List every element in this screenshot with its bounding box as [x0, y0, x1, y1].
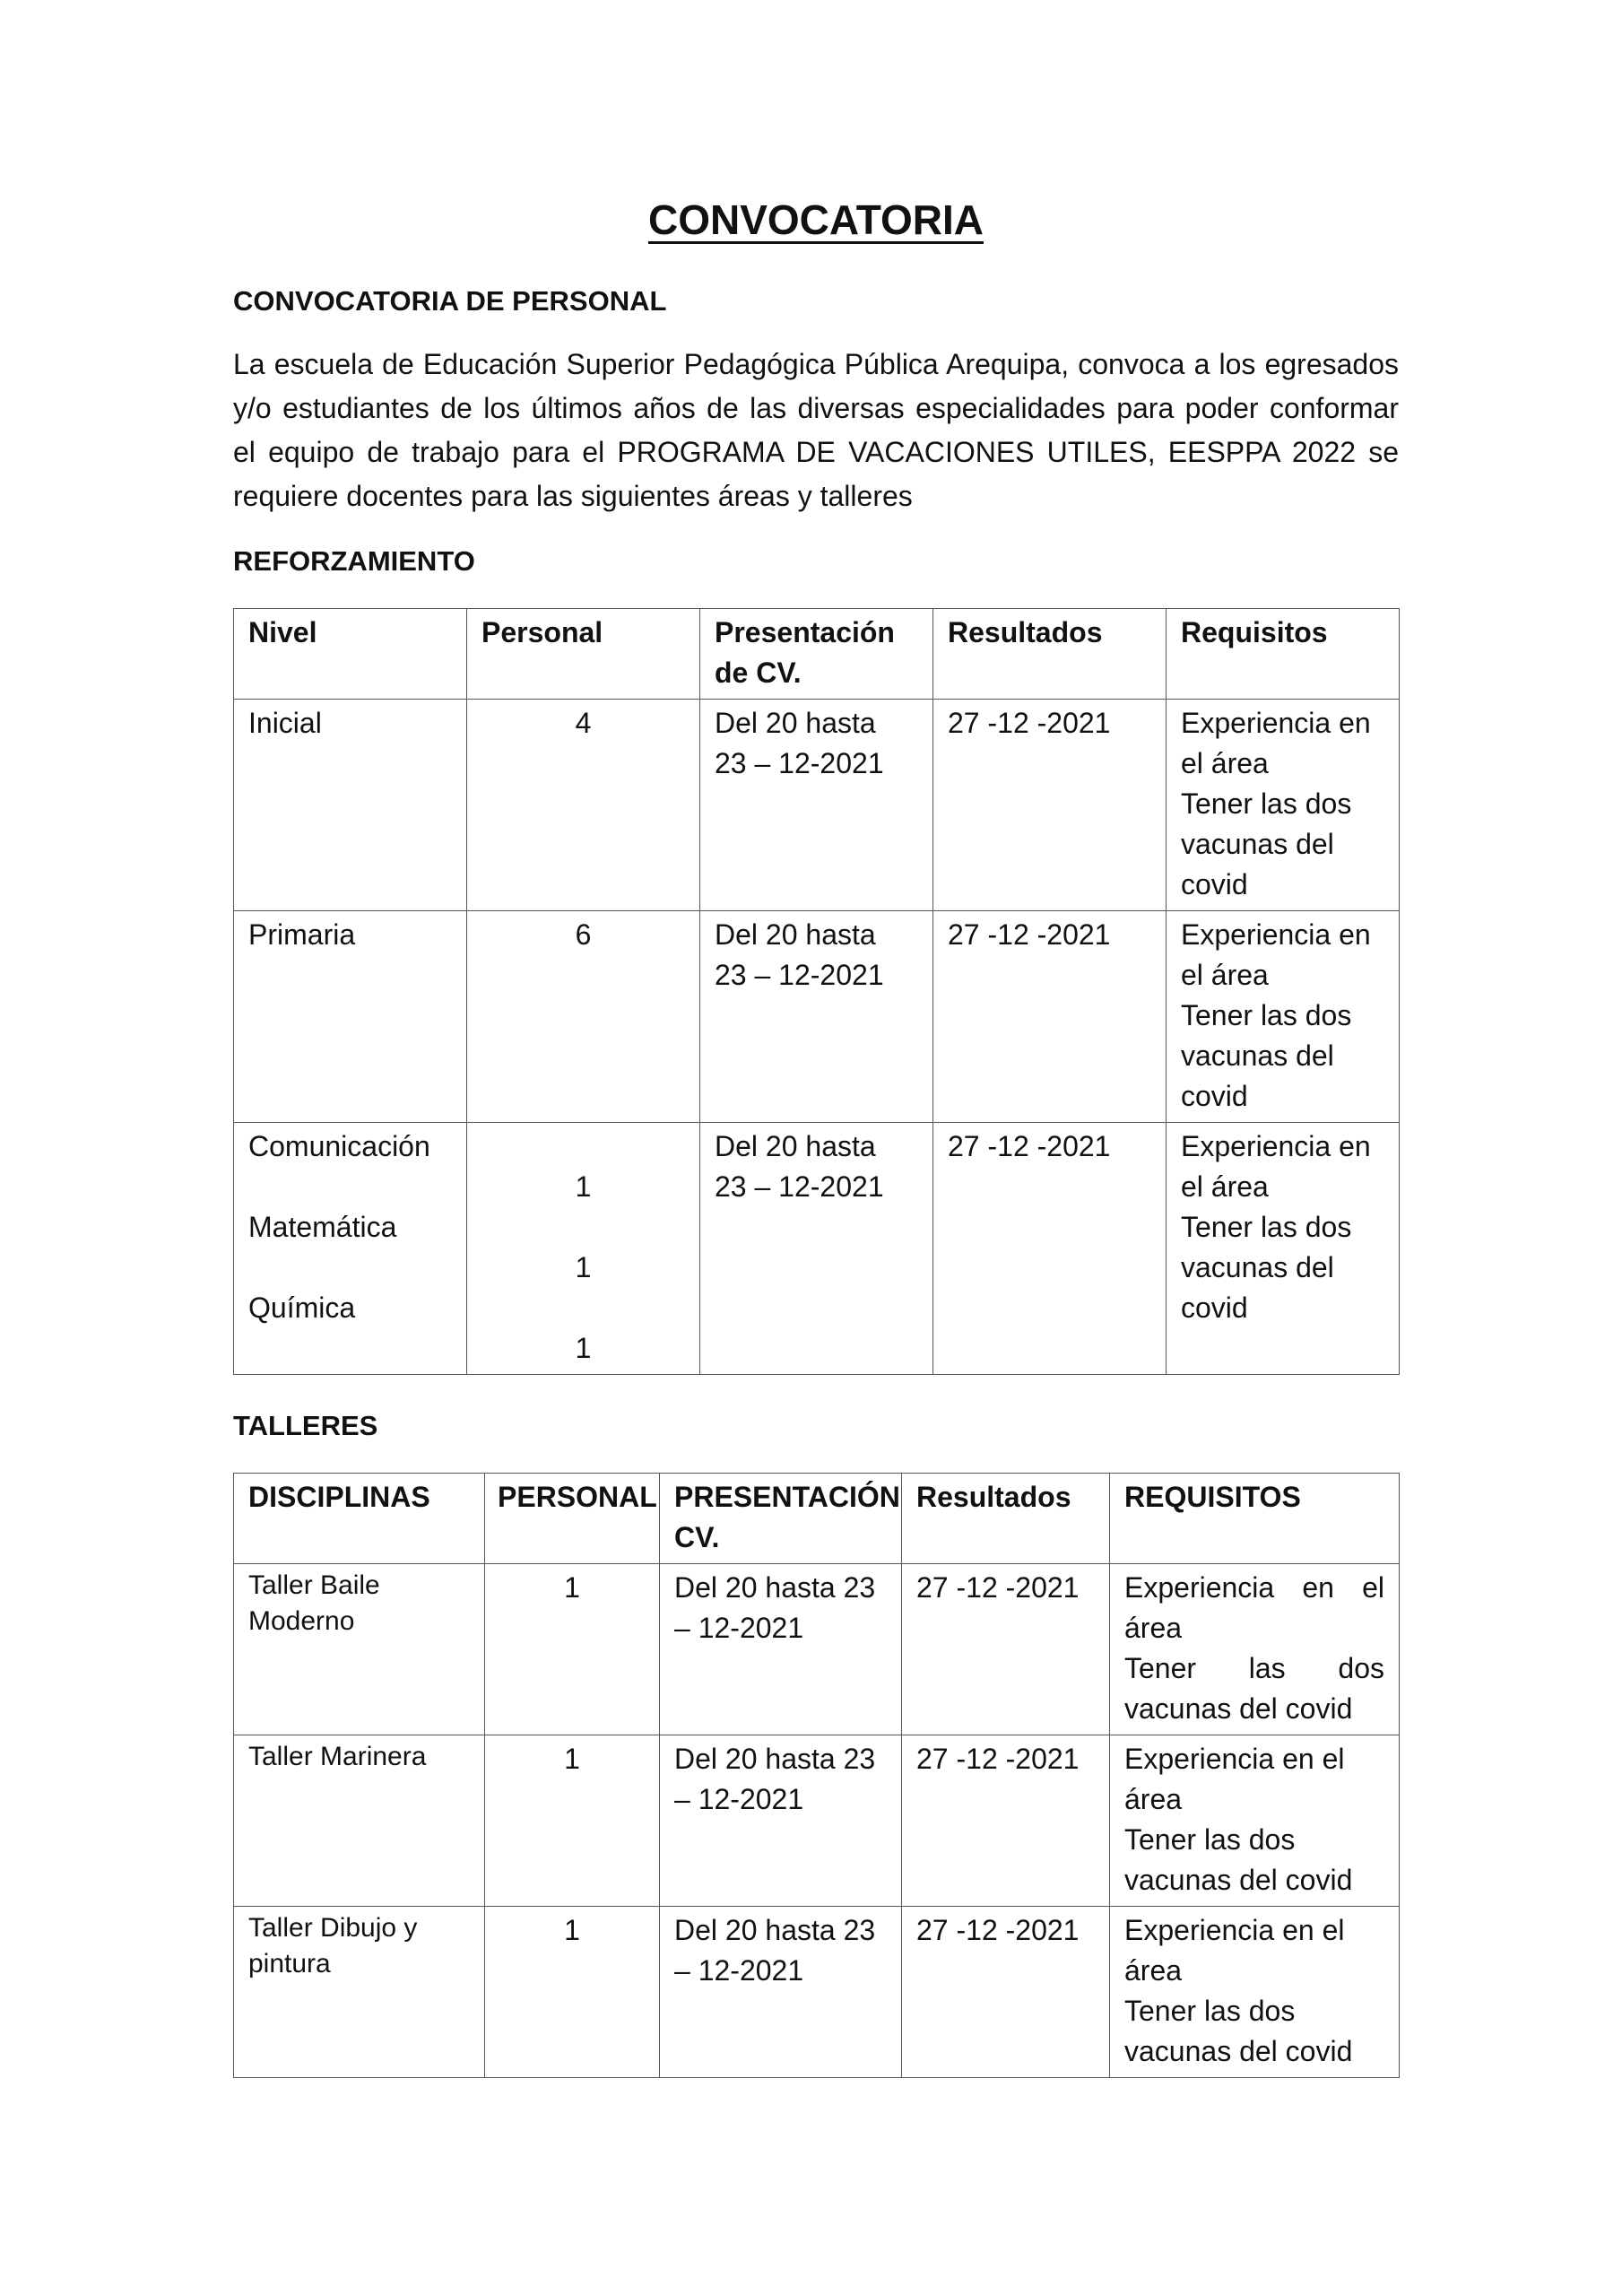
- header-requisitos: REQUISITOS: [1110, 1474, 1400, 1564]
- requisito-line: covid: [1181, 868, 1248, 900]
- requisito-line: Experiencia en el: [1124, 1743, 1345, 1775]
- requisito-line: Experiencia en el: [1124, 1914, 1345, 1946]
- presentacion-line: Del 20 hasta: [715, 918, 876, 951]
- disciplina-line: pintura: [248, 1949, 331, 1979]
- header-personal: PERSONAL: [485, 1474, 660, 1564]
- table-header-row: [234, 609, 1400, 700]
- disciplina-line: Taller Baile: [248, 1570, 380, 1600]
- nivel-line: Matemática: [248, 1211, 397, 1243]
- cell-personal: [467, 1123, 700, 1375]
- cell-personal: 4: [467, 700, 700, 911]
- table-row: [234, 1123, 1400, 1375]
- requisito-line: el área: [1181, 1170, 1269, 1203]
- cell-nivel: [234, 1123, 467, 1375]
- cell-requisitos: [1167, 1123, 1400, 1375]
- cell-presentacion: [660, 1735, 902, 1907]
- presentacion-line: Del 20 hasta 23: [674, 1743, 876, 1775]
- requisito-line: Tener las dos: [1124, 1823, 1296, 1856]
- intro-line: y/o estudiantes de los últimos años de las diversas especialidades para poder conformar: [233, 392, 1399, 424]
- header-resultados: Resultados: [933, 609, 1167, 700]
- table-header-row: [234, 1474, 1400, 1564]
- table-row: [234, 1735, 1400, 1907]
- reforzamiento-table: [233, 608, 1400, 1375]
- requisito-line: vacunas del: [1181, 1039, 1334, 1072]
- talleres-heading: TALLERES: [233, 1410, 378, 1441]
- presentacion-line: Del 20 hasta 23: [674, 1571, 876, 1604]
- presentacion-line: – 12-2021: [674, 1612, 804, 1644]
- requisito-line: Experiencia en: [1181, 707, 1371, 739]
- cell-resultados: 27 -12 -2021: [902, 1907, 1110, 2078]
- requisito-line: Tener las dos: [1181, 999, 1352, 1031]
- presentacion-line: – 12-2021: [674, 1783, 804, 1815]
- cell-presentacion: [700, 1123, 933, 1375]
- cell-presentacion: [660, 1564, 902, 1735]
- requisito-line: vacunas del covid: [1124, 1692, 1353, 1725]
- cell-requisitos: [1167, 911, 1400, 1123]
- intro-line: el equipo de trabajo para el PROGRAMA DE VACACIONES UTILES, EESPPA 2022 se: [233, 436, 1399, 468]
- cell-resultados: 27 -12 -2021: [933, 700, 1167, 911]
- requisito-line: el área: [1181, 747, 1269, 779]
- cell-personal: 6: [467, 911, 700, 1123]
- cell-personal: 1: [485, 1564, 660, 1735]
- header-presentacion: PRESENTACIÓN CV.: [660, 1474, 902, 1564]
- header-disciplinas: DISCIPLINAS: [234, 1474, 485, 1564]
- spacer: [481, 1288, 685, 1328]
- cell-requisitos: [1110, 1907, 1400, 2078]
- cell-resultados: 27 -12 -2021: [902, 1735, 1110, 1907]
- header-presentacion: Presentación de CV.: [700, 609, 933, 700]
- cell-presentacion: [700, 911, 933, 1123]
- requisito-line: vacunas del covid: [1124, 1864, 1353, 1896]
- cell-resultados: 27 -12 -2021: [902, 1564, 1110, 1735]
- presentacion-line: 23 – 12-2021: [715, 747, 884, 779]
- cell-requisitos: [1167, 700, 1400, 911]
- presentacion-line: Del 20 hasta: [715, 1130, 876, 1162]
- nivel-line: Comunicación: [248, 1130, 430, 1162]
- intro-line: requiere docentes para las siguientes áreas y talleres: [233, 480, 913, 512]
- spacer: [248, 1167, 452, 1207]
- presentacion-line: Del 20 hasta: [715, 707, 876, 739]
- header-resultados: Resultados: [902, 1474, 1110, 1564]
- requisito-line: área: [1124, 1783, 1183, 1815]
- presentacion-line: – 12-2021: [674, 1954, 804, 1987]
- spacer: [481, 1207, 685, 1248]
- disciplina-line: Moderno: [248, 1606, 355, 1636]
- requisito-line: vacunas del: [1181, 1251, 1334, 1283]
- intro-paragraph: [233, 343, 1399, 518]
- requisito-line: área: [1124, 1954, 1183, 1987]
- cell-resultados: 27 -12 -2021: [933, 1123, 1167, 1375]
- page-title: CONVOCATORIA: [648, 196, 984, 243]
- requisito-line: Experiencia en: [1181, 1130, 1371, 1162]
- section-subtitle: CONVOCATORIA DE PERSONAL: [233, 285, 667, 317]
- cell-requisitos: [1110, 1735, 1400, 1907]
- cell-disciplina: [234, 1907, 485, 2078]
- header-nivel: Nivel: [234, 609, 467, 700]
- table-row: [234, 1907, 1400, 2078]
- requisito-line: Experiencia en el: [1124, 1571, 1384, 1604]
- cell-nivel: Primaria: [234, 911, 467, 1123]
- requisito-line: Tener las dos: [1181, 787, 1352, 820]
- cell-resultados: 27 -12 -2021: [933, 911, 1167, 1123]
- presentacion-line: 23 – 12-2021: [715, 1170, 884, 1203]
- personal-line: 1: [575, 1170, 592, 1203]
- spacer: [481, 1126, 685, 1167]
- requisito-line: covid: [1181, 1292, 1248, 1324]
- requisito-line: Tener las dos: [1124, 1995, 1296, 2027]
- disciplina-line: Taller Marinera: [248, 1742, 427, 1771]
- presentacion-line: Del 20 hasta 23: [674, 1914, 876, 1946]
- header-requisitos: Requisitos: [1167, 609, 1400, 700]
- talleres-table: [233, 1473, 1400, 2078]
- header-personal: Personal: [467, 609, 700, 700]
- table-row: [234, 1564, 1400, 1735]
- disciplina-line: Taller Dibujo y: [248, 1913, 418, 1943]
- reforzamiento-heading: REFORZAMIENTO: [233, 545, 475, 577]
- requisito-line: vacunas del: [1181, 828, 1334, 860]
- cell-requisitos: [1110, 1564, 1400, 1735]
- cell-disciplina: [234, 1735, 485, 1907]
- cell-personal: 1: [485, 1907, 660, 2078]
- table-row: [234, 911, 1400, 1123]
- cell-disciplina: [234, 1564, 485, 1735]
- cell-presentacion: [660, 1907, 902, 2078]
- personal-line: 1: [575, 1251, 592, 1283]
- personal-line: 1: [575, 1332, 592, 1364]
- requisito-line: el área: [1181, 959, 1269, 991]
- cell-nivel: Inicial: [234, 700, 467, 911]
- table-row: [234, 700, 1400, 911]
- spacer: [248, 1248, 452, 1288]
- presentacion-line: 23 – 12-2021: [715, 959, 884, 991]
- requisito-line: Tener las dos: [1124, 1652, 1384, 1684]
- requisito-line: Experiencia en: [1181, 918, 1371, 951]
- requisito-line: Tener las dos: [1181, 1211, 1352, 1243]
- cell-presentacion: [700, 700, 933, 911]
- intro-line: La escuela de Educación Superior Pedagógica Pública Arequipa, convoca a los egresados: [233, 348, 1399, 380]
- requisito-line: área: [1124, 1612, 1183, 1644]
- nivel-line: Química: [248, 1292, 356, 1324]
- requisito-line: covid: [1181, 1080, 1248, 1112]
- cell-personal: 1: [485, 1735, 660, 1907]
- requisito-line: vacunas del covid: [1124, 2035, 1353, 2067]
